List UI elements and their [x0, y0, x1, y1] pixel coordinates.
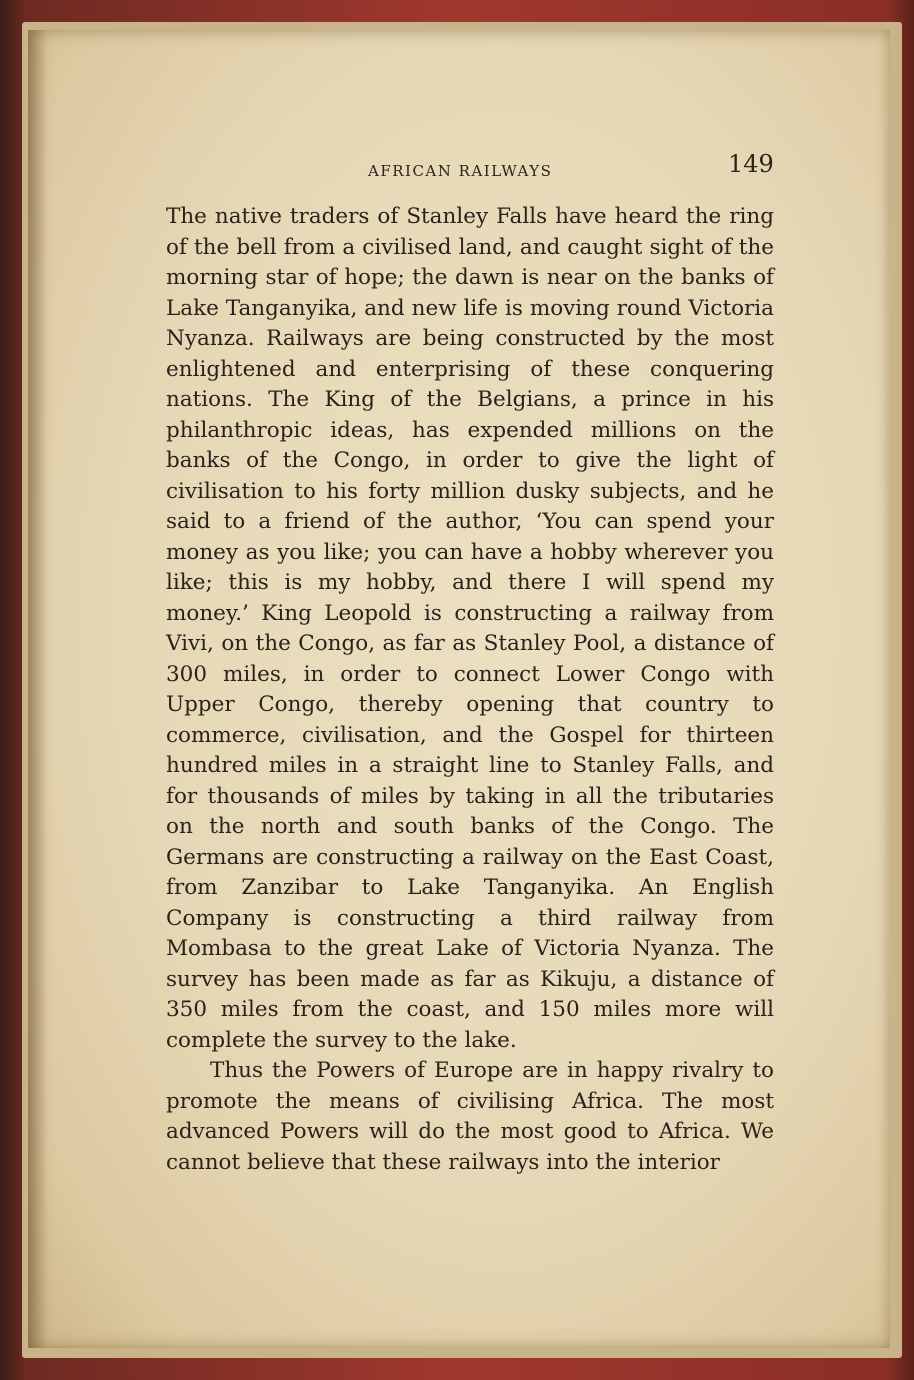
paragraph-1: The native traders of Stanley Falls have heard the ring of the bell from a civilised land, and caught sight of the morning star of hope; the dawn is near on the banks of Lake Tanganyika, and new life is moving round Victoria Nyanza. Railways are being constructed by the most enlightened and enterprising of these conquering nations. The King of the Belgians, a prince in his philanthropic ideas, has expended millions on the banks of the Congo, in order to give the light of civilisation to his forty million dusky subjects, and he said to a friend of the author, ‘You can spend your money as you like; you can have a hobby wherever you like; this is my hobby, and there I will spend my money.’ King Leopold is constructing a railway from Vivi, on the Congo, as far as Stanley Pool, a distance of 300 miles, in order to connect Lower Congo with Upper Congo, thereby opening that country to commerce, civilisation, and the Gospel for thirteen hundred miles in a straight line to Stanley Falls, and for thousands of miles by taking in all the tributaries on the north and south banks of the Congo. The Germans are constructing a railway on the East Coast, from Zanzibar to Lake Tanganyika. An English Company is constructing a third railway from Mombasa to the great Lake of Victoria Nyanza. The survey has been made as far as Kikuju, a distance of 350 miles from the coast, and 150 miles more will complete the survey to the lake. [166, 204, 774, 1053]
page-number: 149 [728, 150, 774, 178]
running-head-title: AFRICAN RAILWAYS [368, 162, 553, 180]
paragraph-2: Thus the Powers of Europe are in happy rivalry to promote the means of civilising Africa. The most advanced Powers will do the most good to Africa. We cannot believe that these railways into the interior [166, 1058, 774, 1175]
running-head [0, 148, 914, 188]
body-text [166, 202, 774, 1178]
